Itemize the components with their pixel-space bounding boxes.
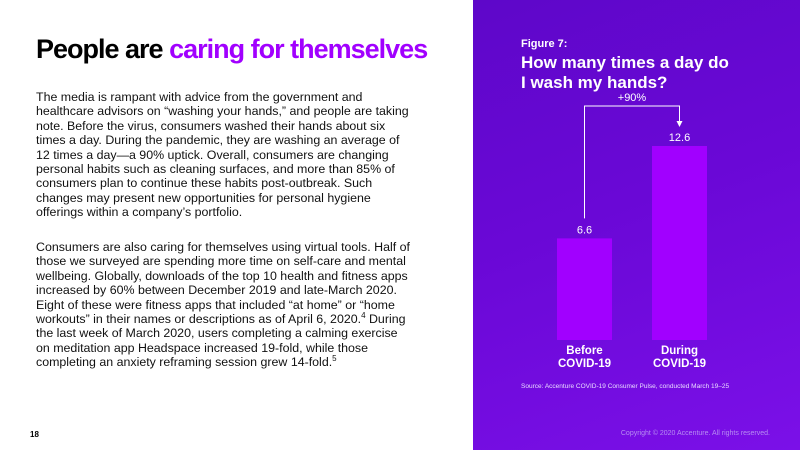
category-label-0-0: Before [566,345,603,357]
category-label-1-0: During [660,345,699,357]
page-title [36,34,427,65]
change-label: +90% [617,92,647,104]
change-arrow-icon [677,121,683,127]
title-accent: caring for themselves [169,34,428,64]
figure-title-line2: I wash my hands? [521,73,668,92]
bar-1 [652,146,707,340]
bar-value-label-1: 12.6 [668,132,691,144]
bar-0 [557,238,612,340]
page-number: 18 [30,430,39,439]
category-label-1-1: COVID-19 [652,358,707,370]
figure-panel [473,0,800,450]
figure-label: Figure 7: [521,38,568,50]
footnote-ref-4: 4 [361,310,366,320]
paragraph-self-care [36,240,412,370]
paragraph-hand-washing: The media is rampant with advice from the government and healthcare advisors on “washing your hands,” and people are taking note. Before the virus, consumers washed their hands about six times a day. During the pandemic, they are washing an average of 12 times a day—a 90% uptick. Overall, consumers are changing personal habits such as cleaning surfaces, and more than 85% of consumers plan to continue these habits post-outbreak. Such changes may present new opportunities for personal hygiene offerings within a company’s portfolio. [36,90,409,220]
bar-value-label-0: 6.6 [576,224,593,237]
category-label-0-1: COVID-19 [557,358,612,370]
title-prefix: People are [36,34,163,64]
footnote-ref-5: 5 [332,354,337,364]
paragraph-self-care-part2: During the last week of March 2020, users completing a calming exercise on meditation app Headspace increased 19-fold, while those completing an anxiety reframing session grew 14-fold. [36,312,406,370]
figure-title-line1: How many times a day do [521,53,729,72]
paragraph-self-care-part1: Consumers are also caring for themselves using virtual tools. Half of those we surveyed are spending more time on self-care and mental wellbeing. Globally, downloads of the top 10 health and fitness apps increased by 60% between December 2019 and late-March 2020. Eight of these were fitness apps that included “at home” or “home workouts” in their names or descriptions as of April 6, 2020. [36,240,410,327]
copyright-notice: Copyright © 2020 Accenture. All rights reserved. [620,430,770,437]
chart-source: Source: Accenture COVID-19 Consumer Pulse, conducted March 19–25 [521,383,730,390]
